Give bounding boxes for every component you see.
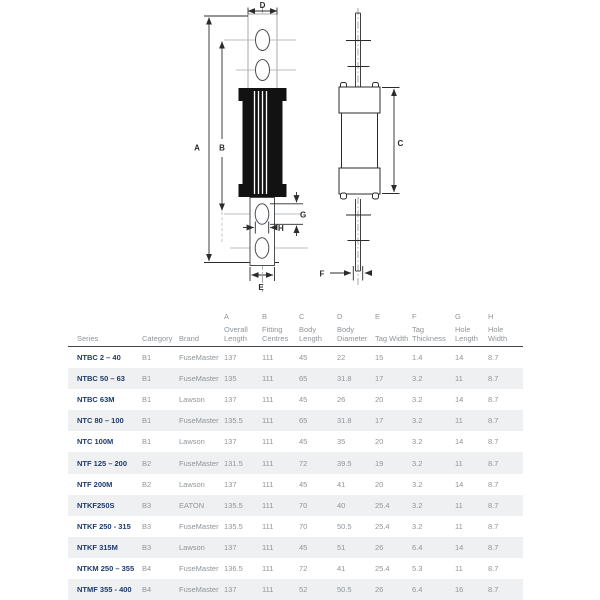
data-cell: 111 bbox=[262, 585, 274, 595]
column-header-tag-thickness bbox=[412, 305, 455, 346]
data-cell: B2 bbox=[142, 479, 152, 489]
data-cell: 6.4 bbox=[412, 585, 423, 595]
data-cell: 1.4 bbox=[412, 353, 423, 363]
data-cell: B4 bbox=[142, 563, 152, 573]
data-cell: 137 bbox=[224, 542, 237, 552]
data-cell: 8.7 bbox=[488, 500, 499, 510]
data-cell: 8.7 bbox=[488, 374, 499, 384]
data-cell: 8.7 bbox=[488, 353, 499, 363]
table-row bbox=[68, 368, 523, 389]
dimensions-table bbox=[68, 305, 523, 600]
data-cell: 20 bbox=[375, 437, 384, 447]
series-link[interactable]: NTKF 315M bbox=[77, 542, 118, 552]
dim-label-a: A bbox=[194, 143, 200, 153]
data-cell: 16 bbox=[455, 585, 464, 595]
data-cell: 111 bbox=[262, 395, 274, 405]
table-row bbox=[68, 579, 523, 600]
data-cell: 111 bbox=[262, 437, 274, 447]
data-cell: 17 bbox=[375, 374, 384, 384]
column-header-body-length bbox=[299, 305, 337, 346]
data-cell: 19 bbox=[375, 458, 384, 468]
data-cell: FuseMaster bbox=[179, 353, 219, 363]
data-cell: 111 bbox=[262, 416, 274, 426]
data-cell: 3.2 bbox=[412, 395, 423, 405]
data-cell: 3.2 bbox=[412, 437, 423, 447]
data-cell: 11 bbox=[455, 563, 463, 573]
data-cell: FuseMaster bbox=[179, 458, 219, 468]
data-cell: 137 bbox=[224, 437, 237, 447]
column-label: Tag Width bbox=[375, 333, 409, 343]
data-cell: 14 bbox=[455, 437, 464, 447]
data-cell: B3 bbox=[142, 500, 152, 510]
table-row bbox=[68, 537, 523, 558]
column-header-fitting-centres bbox=[262, 305, 299, 346]
table-body bbox=[68, 347, 523, 600]
column-letter: D bbox=[337, 312, 343, 321]
dim-label-c: C bbox=[397, 139, 404, 148]
data-cell: 111 bbox=[262, 542, 274, 552]
column-letter: H bbox=[488, 312, 494, 321]
data-cell: 3.2 bbox=[412, 479, 423, 489]
data-cell: FuseMaster bbox=[179, 374, 219, 384]
column-label: Body Diameter bbox=[337, 325, 368, 343]
data-cell: 41 bbox=[337, 479, 346, 489]
data-cell: Lawson bbox=[179, 479, 205, 489]
data-cell: 45 bbox=[299, 542, 308, 552]
data-cell: 51 bbox=[337, 542, 346, 552]
data-cell: 136.5 bbox=[224, 563, 243, 573]
data-cell: 70 bbox=[299, 521, 308, 531]
data-cell: 25.4 bbox=[375, 521, 390, 531]
data-cell: 111 bbox=[262, 500, 274, 510]
series-link[interactable]: NTKM 250 – 355 bbox=[77, 563, 135, 573]
table-row bbox=[68, 516, 523, 537]
data-cell: 137 bbox=[224, 395, 237, 405]
series-link[interactable]: NTBC 50 – 63 bbox=[77, 374, 125, 384]
data-cell: 8.7 bbox=[488, 563, 499, 573]
data-cell: 6.4 bbox=[412, 542, 423, 552]
series-link[interactable]: NTBC 2 – 40 bbox=[77, 353, 121, 363]
data-cell: 11 bbox=[455, 416, 463, 426]
data-cell: Lawson bbox=[179, 437, 205, 447]
data-cell: 11 bbox=[455, 458, 463, 468]
data-cell: B1 bbox=[142, 374, 152, 384]
side-view bbox=[320, 8, 404, 286]
data-cell: 135 bbox=[224, 374, 237, 384]
column-label: Brand bbox=[179, 333, 200, 343]
series-link[interactable]: NTKF250S bbox=[77, 500, 115, 510]
data-cell: 72 bbox=[299, 458, 308, 468]
column-label: Category bbox=[142, 333, 173, 343]
data-cell: 45 bbox=[299, 395, 308, 405]
front-view bbox=[194, 1, 308, 292]
column-header-tag-width bbox=[375, 305, 412, 346]
data-cell: 8.7 bbox=[488, 437, 499, 447]
data-cell: 31.8 bbox=[337, 416, 352, 426]
data-cell: FuseMaster bbox=[179, 521, 219, 531]
data-cell: B3 bbox=[142, 542, 152, 552]
column-letter bbox=[142, 305, 177, 321]
data-cell: 11 bbox=[455, 521, 463, 531]
data-cell: 8.7 bbox=[488, 479, 499, 489]
data-cell: 26 bbox=[375, 585, 384, 595]
data-cell: 14 bbox=[455, 542, 464, 552]
data-cell: 11 bbox=[455, 500, 463, 510]
data-cell: B1 bbox=[142, 416, 152, 426]
data-cell: 14 bbox=[455, 479, 464, 489]
data-cell: EATON bbox=[179, 500, 205, 510]
column-header-hole-length bbox=[455, 305, 488, 346]
data-cell: 31.8 bbox=[337, 374, 352, 384]
table-row bbox=[68, 452, 523, 473]
column-letter bbox=[179, 305, 222, 321]
data-cell: Lawson bbox=[179, 395, 205, 405]
column-header-body-diameter bbox=[337, 305, 375, 346]
column-label: Hole Length bbox=[455, 325, 478, 343]
data-cell: 45 bbox=[299, 437, 308, 447]
data-cell: 20 bbox=[375, 395, 384, 405]
data-cell: 14 bbox=[455, 395, 464, 405]
data-cell: 8.7 bbox=[488, 521, 499, 531]
column-letter: F bbox=[412, 312, 417, 321]
data-cell: 3.2 bbox=[412, 374, 423, 384]
data-cell: 70 bbox=[299, 500, 308, 510]
column-header-series bbox=[68, 305, 142, 346]
column-letter: E bbox=[375, 312, 381, 321]
data-cell: B3 bbox=[142, 521, 152, 531]
column-letter: B bbox=[262, 312, 268, 321]
data-cell: 137 bbox=[224, 479, 237, 489]
series-link[interactable]: NTF 125 – 200 bbox=[77, 458, 128, 468]
data-cell: 65 bbox=[299, 374, 308, 384]
data-cell: 135.5 bbox=[224, 521, 243, 531]
data-cell: 35 bbox=[337, 437, 346, 447]
data-cell: 50.5 bbox=[337, 585, 352, 595]
series-link[interactable]: NTC 100M bbox=[77, 437, 114, 447]
data-cell: 8.7 bbox=[488, 542, 499, 552]
column-header-hole-width bbox=[488, 305, 523, 346]
series-link[interactable]: NTMF 355 - 400 bbox=[77, 585, 132, 595]
dim-label-b: B bbox=[219, 143, 225, 153]
data-cell: 137 bbox=[224, 353, 237, 363]
data-cell: FuseMaster bbox=[179, 585, 219, 595]
table-row bbox=[68, 495, 523, 516]
data-cell: B4 bbox=[142, 585, 152, 595]
dim-label-d: D bbox=[259, 1, 266, 10]
data-cell: 137 bbox=[224, 585, 237, 595]
column-header-brand bbox=[179, 305, 224, 346]
table-row bbox=[68, 389, 523, 410]
data-cell: 111 bbox=[262, 563, 274, 573]
data-cell: 52 bbox=[299, 585, 308, 595]
table-row bbox=[68, 558, 523, 579]
data-cell: 39.5 bbox=[337, 458, 352, 468]
series-link[interactable]: NTKF 250 - 315 bbox=[77, 521, 131, 531]
data-cell: 111 bbox=[262, 353, 274, 363]
series-link[interactable]: NTBC 63M bbox=[77, 395, 115, 405]
dim-label-e: E bbox=[258, 283, 264, 292]
data-cell: 65 bbox=[299, 416, 308, 426]
data-cell: 8.7 bbox=[488, 585, 499, 595]
data-cell: 135.5 bbox=[224, 500, 243, 510]
table-header bbox=[68, 305, 523, 347]
data-cell: 5.3 bbox=[412, 563, 423, 573]
data-cell: B1 bbox=[142, 437, 152, 447]
data-cell: 40 bbox=[337, 500, 346, 510]
data-cell: 45 bbox=[299, 353, 308, 363]
dim-label-g: G bbox=[300, 210, 307, 220]
data-cell: 135.5 bbox=[224, 416, 243, 426]
dim-label-h: H bbox=[278, 224, 284, 233]
data-cell: 8.7 bbox=[488, 458, 499, 468]
column-label: Tag Thickness bbox=[412, 325, 446, 343]
column-letter: G bbox=[455, 312, 461, 321]
column-header-overall-length bbox=[224, 305, 262, 346]
column-label: Hole Width bbox=[488, 325, 508, 343]
data-cell: 72 bbox=[299, 563, 308, 573]
data-cell: 25.4 bbox=[375, 563, 390, 573]
column-label: Body Length bbox=[299, 325, 322, 343]
table-row bbox=[68, 474, 523, 495]
column-letter bbox=[77, 305, 140, 321]
column-letter: C bbox=[299, 312, 305, 321]
data-cell: 8.7 bbox=[488, 395, 499, 405]
data-cell: Lawson bbox=[179, 542, 205, 552]
data-cell: 14 bbox=[455, 353, 464, 363]
table-row bbox=[68, 347, 523, 368]
data-cell: 111 bbox=[262, 374, 274, 384]
series-link[interactable]: NTC 80 – 100 bbox=[77, 416, 124, 426]
data-cell: 111 bbox=[262, 458, 274, 468]
column-label: Overall Length bbox=[224, 325, 248, 343]
data-cell: 50.5 bbox=[337, 521, 352, 531]
data-cell: B2 bbox=[142, 458, 152, 468]
column-letter: A bbox=[224, 312, 230, 321]
data-cell: 111 bbox=[262, 479, 274, 489]
data-cell: 3.2 bbox=[412, 458, 423, 468]
data-cell: 11 bbox=[455, 374, 463, 384]
data-cell: 8.7 bbox=[488, 416, 499, 426]
table-row bbox=[68, 431, 523, 452]
data-cell: 26 bbox=[337, 395, 346, 405]
data-cell: FuseMaster bbox=[179, 416, 219, 426]
series-link[interactable]: NTF 200M bbox=[77, 479, 113, 489]
column-label: Series bbox=[77, 333, 99, 343]
data-cell: 3.2 bbox=[412, 416, 423, 426]
data-cell: FuseMaster bbox=[179, 563, 219, 573]
data-cell: 41 bbox=[337, 563, 346, 573]
dim-label-f: F bbox=[319, 269, 325, 279]
data-cell: 111 bbox=[262, 521, 274, 531]
data-cell: 3.2 bbox=[412, 500, 423, 510]
data-cell: 17 bbox=[375, 416, 384, 426]
data-cell: 131.5 bbox=[224, 458, 243, 468]
data-cell: 3.2 bbox=[412, 521, 423, 531]
column-header-category bbox=[142, 305, 179, 346]
data-cell: B1 bbox=[142, 353, 152, 363]
data-cell: 22 bbox=[337, 353, 346, 363]
data-cell: 45 bbox=[299, 479, 308, 489]
data-cell: B1 bbox=[142, 395, 152, 405]
data-cell: 25.4 bbox=[375, 500, 390, 510]
table-row bbox=[68, 410, 523, 431]
data-cell: 20 bbox=[375, 479, 384, 489]
column-label: Fitting Centres bbox=[262, 325, 289, 343]
data-cell: 15 bbox=[375, 353, 384, 363]
data-cell: 26 bbox=[375, 542, 384, 552]
